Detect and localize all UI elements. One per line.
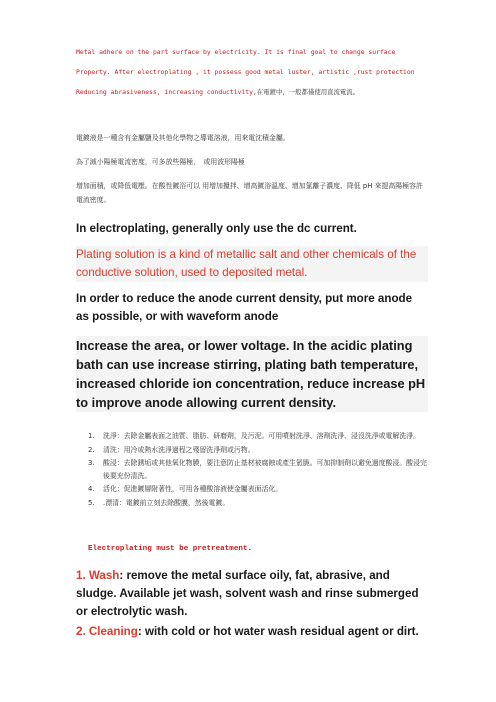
en-step-cleaning [76, 623, 428, 641]
zh-paragraph-1: 電鍍液是一種含有金屬鹽及其他化學物之導電溶液，用來電沈積金屬。 [76, 134, 290, 142]
list-item [88, 444, 428, 457]
pretreatment-title: Electroplating must be pretreatment. [88, 545, 253, 553]
zh-steps-list [88, 430, 428, 509]
en-paragraph-increase-area: Increase the area, or lower voltage. In the acidic plating bath can use increase stirring, plating bath temperature, increased chloride ion concentration, reduce increase pH to improve anode allowing current density. [76, 336, 428, 412]
list-item-text: 活化：促進鍍層附著性，可用各種酸溶液使金屬表面活化。 [103, 485, 283, 493]
en-step-keyword: 1. Wash [76, 569, 120, 582]
list-item [88, 483, 428, 496]
list-item [88, 457, 428, 482]
list-item [88, 430, 428, 443]
list-item-number: 1. [88, 432, 95, 440]
list-item-text: 洗淨：去除金屬表面之油質、脂肪、研磨劑，及污泥。可用噴射洗淨、溶劑洗淨、浸沒洗淨或電解洗淨。 [103, 432, 420, 440]
list-item-text: .漂清：電鍍前立刻去除酸膜，然後電鍍。 [103, 498, 230, 507]
intro-zh-tail: 在電鍍中，一般都僅使用直流電流。 [256, 88, 360, 96]
list-item-text: 清洗：用冷或熱水洗淨過程之殘留洗淨劑或污物。 [103, 445, 255, 454]
list-item [88, 497, 428, 510]
intro-paragraph [76, 42, 428, 102]
list-item-number: 2. [88, 445, 95, 454]
list-item-number: 3. [88, 459, 95, 467]
en-paragraph-plating-solution: Plating solution is a kind of metallic salt and other chemicals of the conductive solution, used to deposited metal. [76, 246, 428, 282]
zh-paragraph-2: 為了減小陽極電流密度，可多放些陽極， 或用波形陽極 [76, 158, 245, 166]
en-step-wash [76, 567, 428, 621]
en-step-keyword: 2. Cleaning [76, 625, 138, 638]
list-item-number: 4. [88, 485, 95, 493]
list-item-number: 5. [88, 498, 95, 507]
zh-paragraph-3: 增加面積，或降低電壓。在酸性鍍浴可以 用增加攪拌、增高鍍浴溫度、增加氯離子濃度、降低 pH 來提高陽極容許電流密度。 [76, 182, 423, 204]
en-paragraph-dc-current: In electroplating, generally only use the dc current. [76, 222, 357, 235]
intro-red-text: Metal adhere on the part surface by electricity. It is final goal to change surface Property. After electroplating , it possess good metal luster, artistic ,rust protection Reducing abrasiveness, increasing conductivity, [76, 48, 415, 96]
en-paragraph-anode-density: In order to reduce the anode current density, put more anode as possible, or with waveform anode [76, 292, 413, 323]
en-step-text: : with cold or hot water wash residual agent or dirt. [137, 625, 419, 638]
en-step-text: : remove the metal surface oily, fat, abrasive, and sludge. Available jet wash, solvent wash and rinse submerged or electrolytic wash. [76, 569, 419, 618]
list-item-text: 酸浸：去除銹垢或其他氧化物膜，要注意防止基材被腐蝕或產生氫脆。可加抑制劑以避免過度酸浸。酸浸完後要充份清洗。 [103, 459, 427, 480]
